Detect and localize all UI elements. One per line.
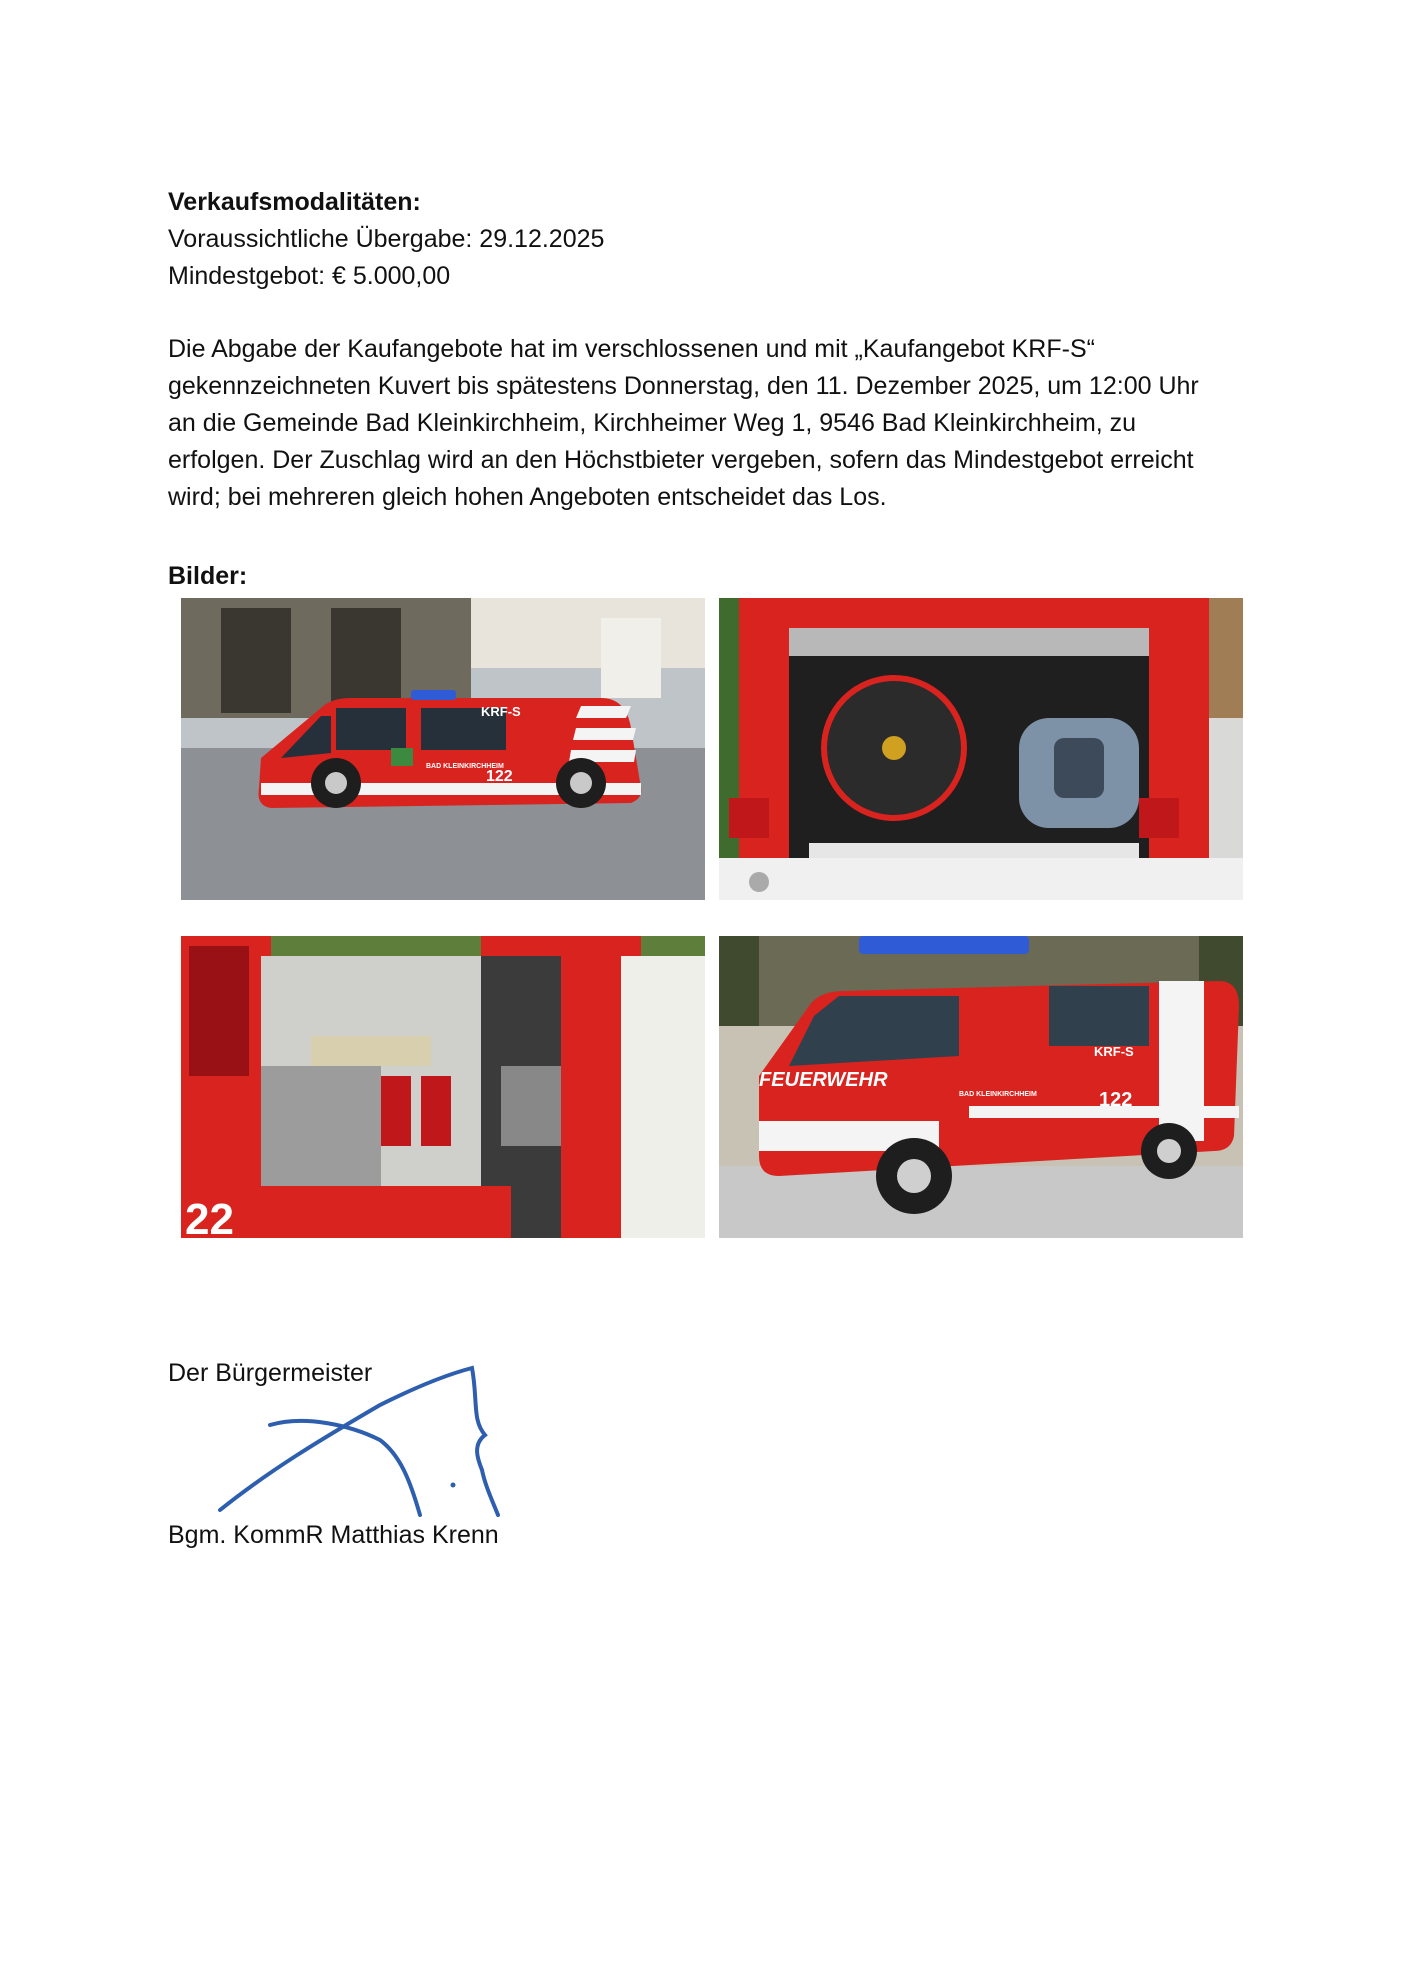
photo-van-interior (181, 936, 705, 1238)
paragraph-line: gekennzeichneten Kuvert bis spätestens Donnerstag, den 11. Dezember 2025, um 12:00 Uhr (168, 372, 1199, 400)
van-phone-number: 122 (1099, 1089, 1133, 1111)
signatory-name: Bgm. KommR Matthias Krenn (168, 1521, 499, 1549)
signatory-title: Der Bürgermeister (168, 1359, 373, 1387)
images-heading: Bilder: (168, 562, 248, 590)
paragraph-line: erfolgen. Der Zuschlag wird an den Höchstbieter vergeben, sofern das Mindestgebot erreicht (168, 446, 1194, 474)
hood-lettering: FEUERWEHR (759, 1069, 888, 1091)
minimum-bid: Mindestgebot: € 5.000,00 (168, 262, 451, 290)
handover-date: Voraussichtliche Übergabe: 29.12.2025 (168, 225, 605, 253)
van-org-label: BAD KLEINKIRCHHEIM (426, 763, 504, 770)
rear-compartment-icon (749, 872, 769, 892)
submission-paragraph (168, 331, 1258, 516)
paragraph-line: wird; bei mehreren gleich hohen Angeboten entscheidet das Los. (168, 483, 887, 511)
van-phone-number: 122 (486, 768, 513, 785)
photo-van-side (181, 598, 705, 900)
van-org-label: BAD KLEINKIRCHHEIM (959, 1091, 1037, 1098)
paragraph-line: Die Abgabe der Kaufangebote hat im verschlossenen und mit „Kaufangebot KRF-S“ (168, 335, 1095, 363)
photo-van-front (719, 936, 1243, 1238)
modalities-heading: Verkaufsmodalitäten: (168, 188, 421, 216)
photo-van-rear (719, 598, 1243, 900)
van-label: KRF-S (481, 704, 521, 719)
signature-image (210, 1360, 510, 1520)
van-label: KRF-S (1094, 1044, 1134, 1059)
vehicle-number: 22 (185, 1195, 234, 1238)
paragraph-line: an die Gemeinde Bad Kleinkirchheim, Kirchheimer Weg 1, 9546 Bad Kleinkirchheim, zu (168, 409, 1137, 437)
